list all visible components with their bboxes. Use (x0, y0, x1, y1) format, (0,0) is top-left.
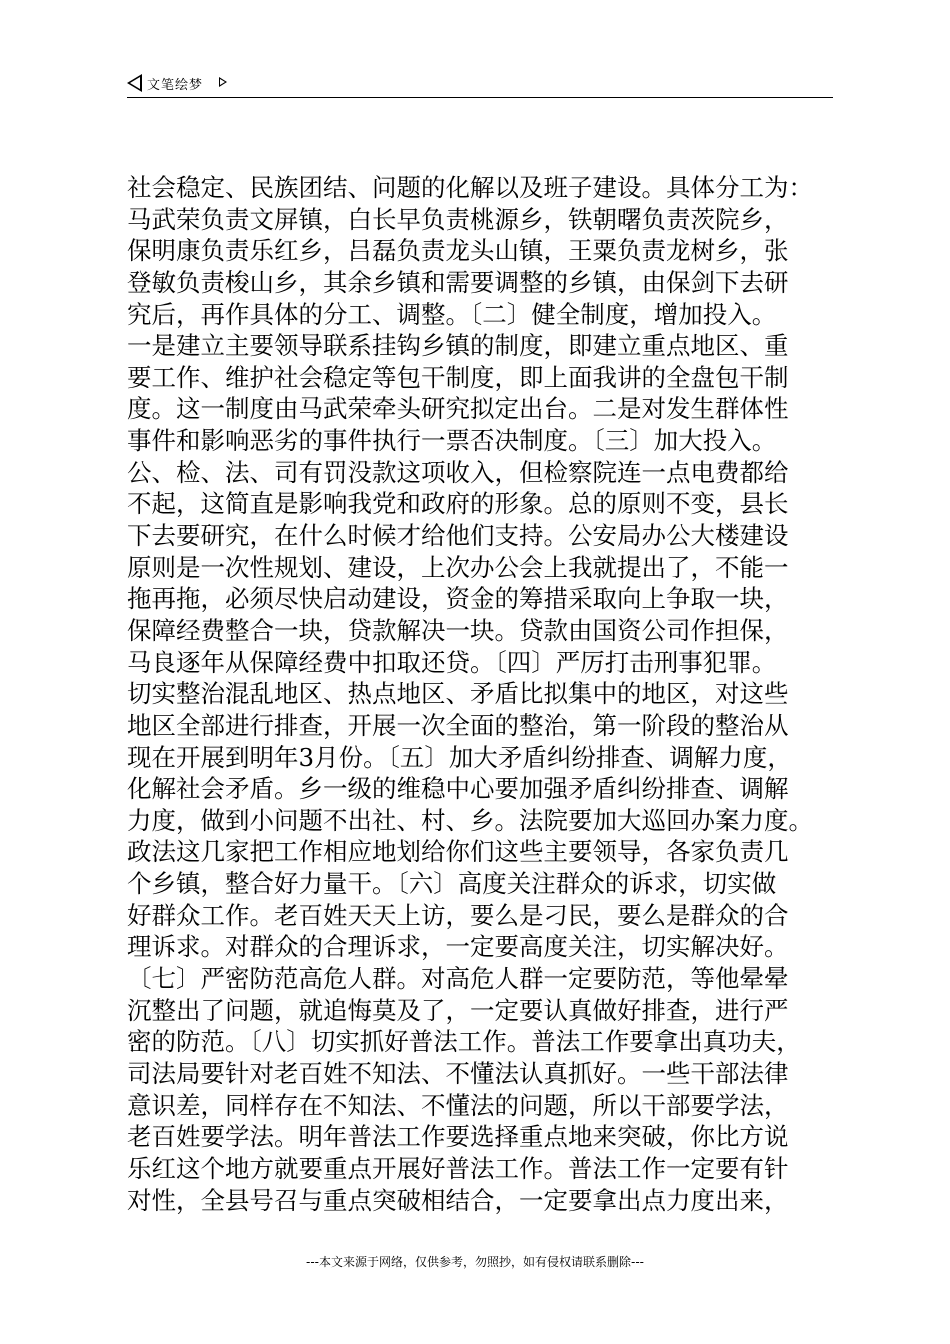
body-line: 保明康负责乐红乡，吕磊负责龙头山镇，王粟负责龙树乡，张 (127, 236, 789, 266)
body-line: 公、检、法、司有罚没款这项收入，但检察院连一点电费都给 (127, 457, 789, 487)
body-line: 度。这一制度由马武荣牵头研究拟定出台。二是对发生群体性 (127, 394, 789, 424)
body-line: 对性，全县号召与重点突破相结合，一定要拿出点力度出来， (127, 1185, 789, 1215)
body-line: 要工作、维护社会稳定等包干制度，即上面我讲的全盘包干制 (127, 362, 789, 392)
body-line: 原则是一次性规划、建设，上次办公会上我就提出了，不能一 (127, 552, 789, 582)
body-line: 个乡镇，整合好力量干。〔六〕高度关注群众的诉求，切实做 (127, 869, 777, 899)
body-line: 司法局要针对老百姓不知法、不懂法认真抓好。一些干部法律 (127, 1058, 789, 1088)
body-line: 力度，做到小问题不出社、村、乡。法院要加大巡回办案力度。 (127, 805, 813, 835)
header-rule (127, 97, 833, 98)
body-line: 地区全部进行排查，开展一次全面的整治，第一阶段的整治从 (127, 710, 789, 740)
body-line: 保障经费整合一块，贷款解决一块。贷款由国资公司作担保， (127, 615, 789, 645)
right-triangle-icon (219, 77, 227, 87)
body-line: 下去要研究，在什么时候才给他们支持。公安局办公大楼建设 (127, 521, 789, 551)
body-line: 意识差，同样存在不知法、不懂法的问题，所以干部要学法， (127, 1090, 789, 1120)
body-line: 沉整出了问题，就追悔莫及了，一定要认真做好排查，进行严 (127, 995, 789, 1025)
body-line: 究后，再作具体的分工、调整。〔二〕健全制度，增加投入。 (127, 299, 777, 329)
body-line: 社会稳定、民族团结、问题的化解以及班子建设。具体分工为： (127, 173, 813, 202)
header-brand: 文笔绘梦 (147, 78, 204, 93)
document-body (127, 172, 847, 1216)
footer-notice: ---本文来源于网络，仅供参考，勿照抄，如有侵权请联系删除--- (306, 1255, 644, 1269)
body-line: 拖再拖，必须尽快启动建设，资金的筹措采取向上争取一块， (127, 584, 789, 614)
body-line: 不起，这简直是影响我党和政府的形象。总的原则不变，县长 (127, 489, 789, 519)
body-line: 事件和影响恶劣的事件执行一票否决制度。〔三〕加大投入。 (127, 426, 777, 456)
body-line: 化解社会矛盾。乡一级的维稳中心要加强矛盾纠纷排查、调解 (127, 774, 789, 804)
body-line: 马武荣负责文屏镇，白长早负责桃源乡，铁朝曙负责茨院乡， (127, 204, 789, 234)
body-line: 好群众工作。老百姓天天上访，要么是刁民，要么是群众的合 (127, 900, 789, 930)
body-line: 登敏负责梭山乡，其余乡镇和需要调整的乡镇，由保剑下去研 (127, 267, 789, 297)
body-line: 一是建立主要领导联系挂钩乡镇的制度，即建立重点地区、重 (127, 331, 789, 361)
body-line: 切实整治混乱地区、热点地区、矛盾比拟集中的地区，对这些 (127, 679, 789, 709)
page-header (127, 72, 833, 96)
body-line: 现在开展到明年3月份。〔五〕加大矛盾纠纷排查、调解力度， (127, 742, 792, 772)
body-line: 政法这几家把工作相应地划给你们这些主要领导，各家负责几 (127, 837, 789, 867)
body-line: 老百姓要学法。明年普法工作要选择重点地来突破，你比方说 (127, 1122, 789, 1152)
body-line: 〔七〕严密防范高危人群。对高危人群一定要防范，等他晕晕 (127, 964, 789, 994)
body-line: 理诉求。对群众的合理诉求，一定要高度关注，切实解决好。 (127, 932, 789, 962)
body-line: 马良逐年从保障经费中扣取还贷。〔四〕严厉打击刑事犯罪。 (127, 647, 777, 677)
left-triangle-icon (127, 74, 142, 92)
body-line: 乐红这个地方就要重点开展好普法工作。普法工作一定要有针 (127, 1153, 789, 1183)
body-line: 密的防范。〔八〕切实抓好普法工作。普法工作要拿出真功夫， (127, 1027, 801, 1057)
